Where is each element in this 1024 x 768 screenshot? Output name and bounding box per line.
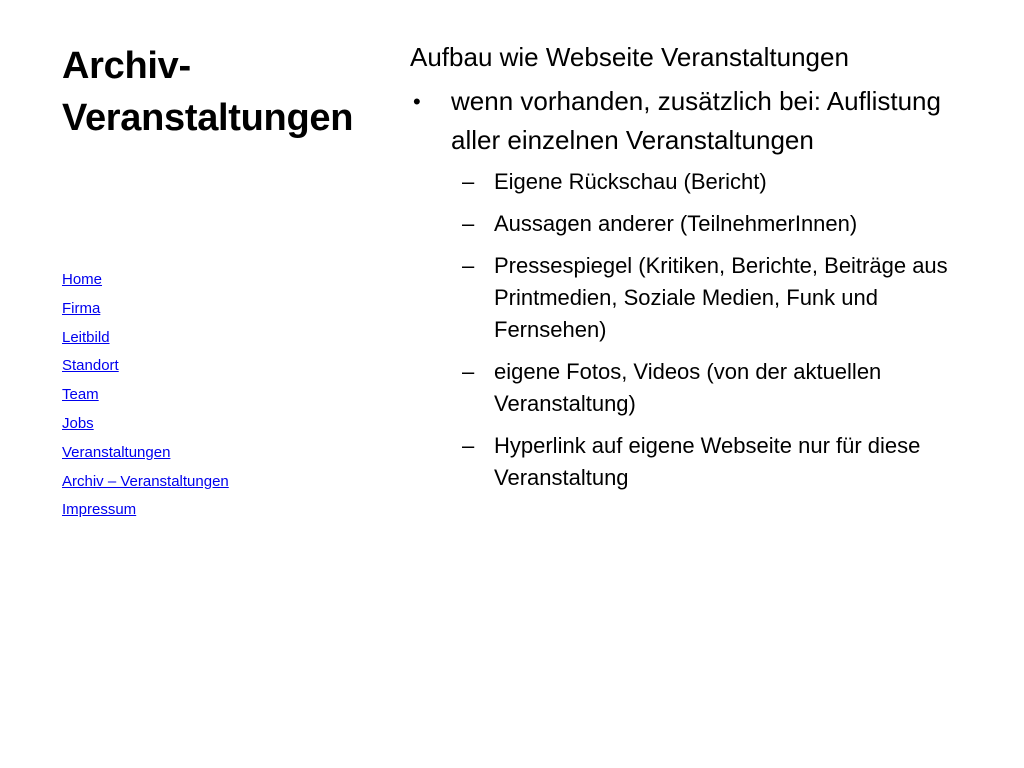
sub-bullet-item	[410, 250, 990, 346]
slide-content	[410, 38, 990, 504]
slide-title-line-2: Veranstaltungen	[62, 97, 354, 139]
nav-link-team[interactable]: Team	[62, 386, 99, 404]
dash-marker: –	[462, 433, 475, 458]
dash-marker: –	[462, 253, 475, 278]
nav-item	[62, 297, 229, 326]
nav-link-impressum[interactable]: Impressum	[62, 501, 137, 519]
nav-item	[62, 470, 229, 499]
nav-link-archiv-veranstaltungen[interactable]: Archiv – Veranstaltungen	[62, 472, 229, 490]
nav-link-home[interactable]: Home	[62, 271, 103, 288]
nav-link-jobs[interactable]: Jobs	[62, 414, 94, 432]
slide-title-line-1: Archiv-	[62, 45, 191, 87]
bullet-marker: •	[413, 89, 421, 114]
nav-item	[62, 326, 229, 355]
nav-link-firma[interactable]: Firma	[62, 299, 101, 317]
nav-item	[62, 412, 229, 441]
sub-bullet-text: Aussagen anderer (TeilnehmerInnen)	[494, 211, 858, 236]
sub-bullet-text: Hyperlink auf eigene Webseite nur für diese Veranstaltung	[494, 433, 921, 490]
nav-link-veranstaltungen[interactable]: Veranstaltungen	[62, 443, 171, 461]
nav-link-leitbild[interactable]: Leitbild	[62, 328, 110, 346]
sub-bullet-item	[410, 430, 990, 494]
main-bullet-text: wenn vorhanden, zusätzlich bei: Auflistung aller einzelnen Veranstaltungen	[451, 86, 941, 155]
nav-item	[62, 383, 229, 412]
sub-bullet-item	[410, 208, 990, 240]
nav-link-list	[62, 268, 229, 527]
main-bullet	[410, 82, 990, 160]
nav-item	[62, 441, 229, 470]
nav-item	[62, 354, 229, 383]
slide-title	[62, 40, 392, 144]
sub-bullet-text: Eigene Rückschau (Bericht)	[494, 169, 767, 194]
dash-marker: –	[462, 169, 475, 194]
dash-marker: –	[462, 359, 475, 384]
sub-bullet-item	[410, 356, 990, 420]
sub-bullet-text: eigene Fotos, Videos (von der aktuellen Veranstaltung)	[494, 359, 882, 416]
nav-item	[62, 268, 229, 297]
nav-item	[62, 498, 229, 527]
intro-text: Aufbau wie Webseite Veranstaltungen	[410, 42, 849, 72]
dash-marker: –	[462, 211, 475, 236]
sub-bullet-list	[410, 166, 990, 494]
nav-link-standort[interactable]: Standort	[62, 357, 119, 375]
sub-bullet-text: Pressespiegel (Kritiken, Berichte, Beiträge aus Printmedien, Soziale Medien, Funk und Fernsehen)	[494, 253, 948, 342]
sub-bullet-item	[410, 166, 990, 198]
